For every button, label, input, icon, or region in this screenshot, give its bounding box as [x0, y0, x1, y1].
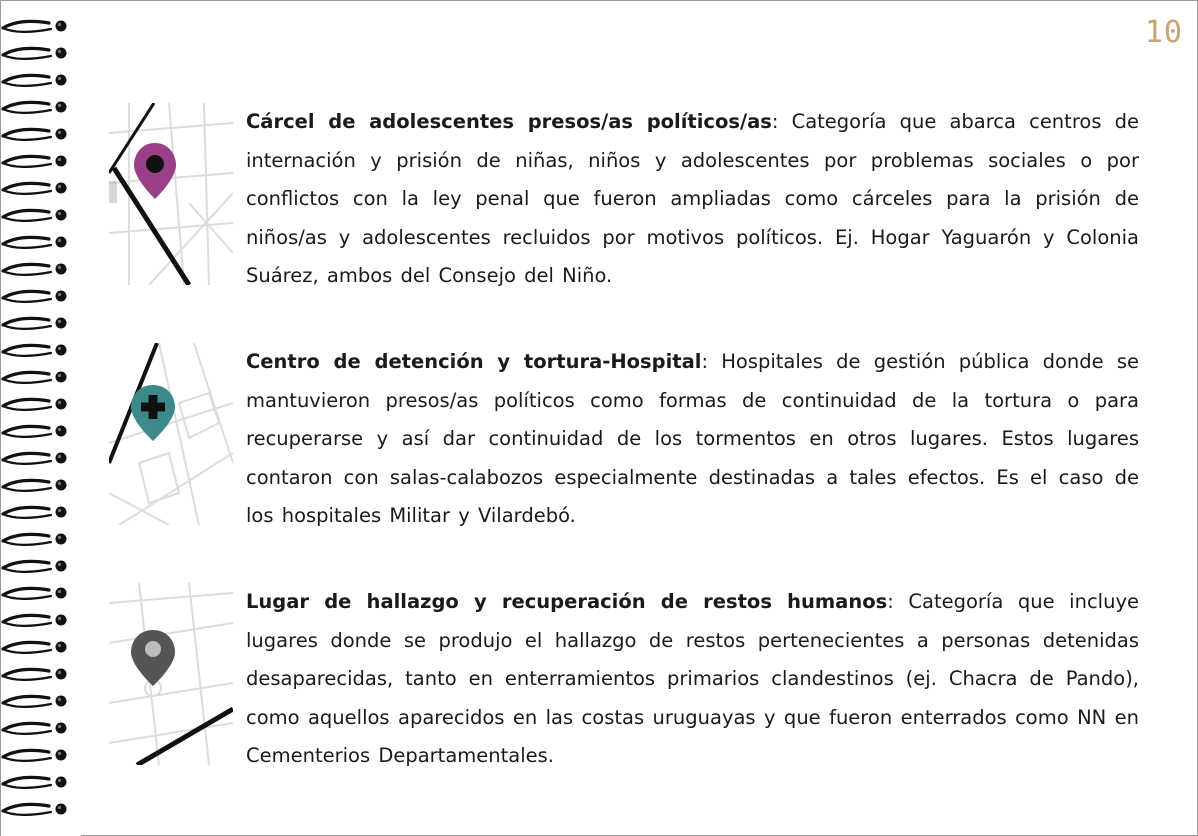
- entry-text: [246, 103, 1139, 296]
- spiral-binding: [1, 1, 81, 836]
- gray-pin-icon: [109, 583, 233, 765]
- entry-text: [246, 583, 1139, 776]
- entry-description: Hospitales de gestión pública donde se mantuvieron presos/as políticos como formas de continuidad de la tortura o para recuperarse y así dar continuidad de los tormentos en otros lugares. Estos lugares contaron con salas-calabozos especialmente destinadas a tales efectos. Es el caso de los hospitales Militar y Vilardebó.: [246, 350, 1139, 528]
- definition-entry: [109, 583, 1149, 768]
- definition-entry: [109, 103, 1149, 288]
- entry-description: Categoría que incluye lugares donde se produjo el hallazgo de restos pertenecientes a personas detenidas desaparecidas, tanto en enterramientos primarios clandestinos (ej. Chacra de Pando), como aquellos aparecidos en las costas uruguayas y que fueron enterrados como NN en Cementerios Departamentales.: [246, 590, 1139, 768]
- entry-separator: :: [887, 590, 894, 613]
- entry-term: Cárcel de adolescentes presos/as políticos/as: [246, 110, 772, 133]
- entry-separator: :: [771, 110, 779, 133]
- entry-term: Centro de detención y tortura-Hospital: [246, 350, 702, 373]
- entry-separator: :: [701, 350, 709, 373]
- definition-entry: [109, 343, 1149, 528]
- page-number: 10: [1144, 15, 1183, 50]
- entry-description: Categoría que abarca centros de internación y prisión de niñas, niños y adolescentes por problemas sociales o por conflictos con la ley penal que fueron ampliadas como cárceles para la prisión de niños/as y adolescentes recluidos por motivos políticos. Ej. Hogar Yaguarón y Colonia Suárez, ambos del Consejo del Niño.: [246, 110, 1139, 288]
- entry-text: [246, 343, 1139, 536]
- map-pin-icon: [109, 103, 233, 285]
- hospital-pin-icon: [109, 343, 233, 525]
- entry-term: Lugar de hallazgo y recuperación de restos humanos: [246, 590, 888, 613]
